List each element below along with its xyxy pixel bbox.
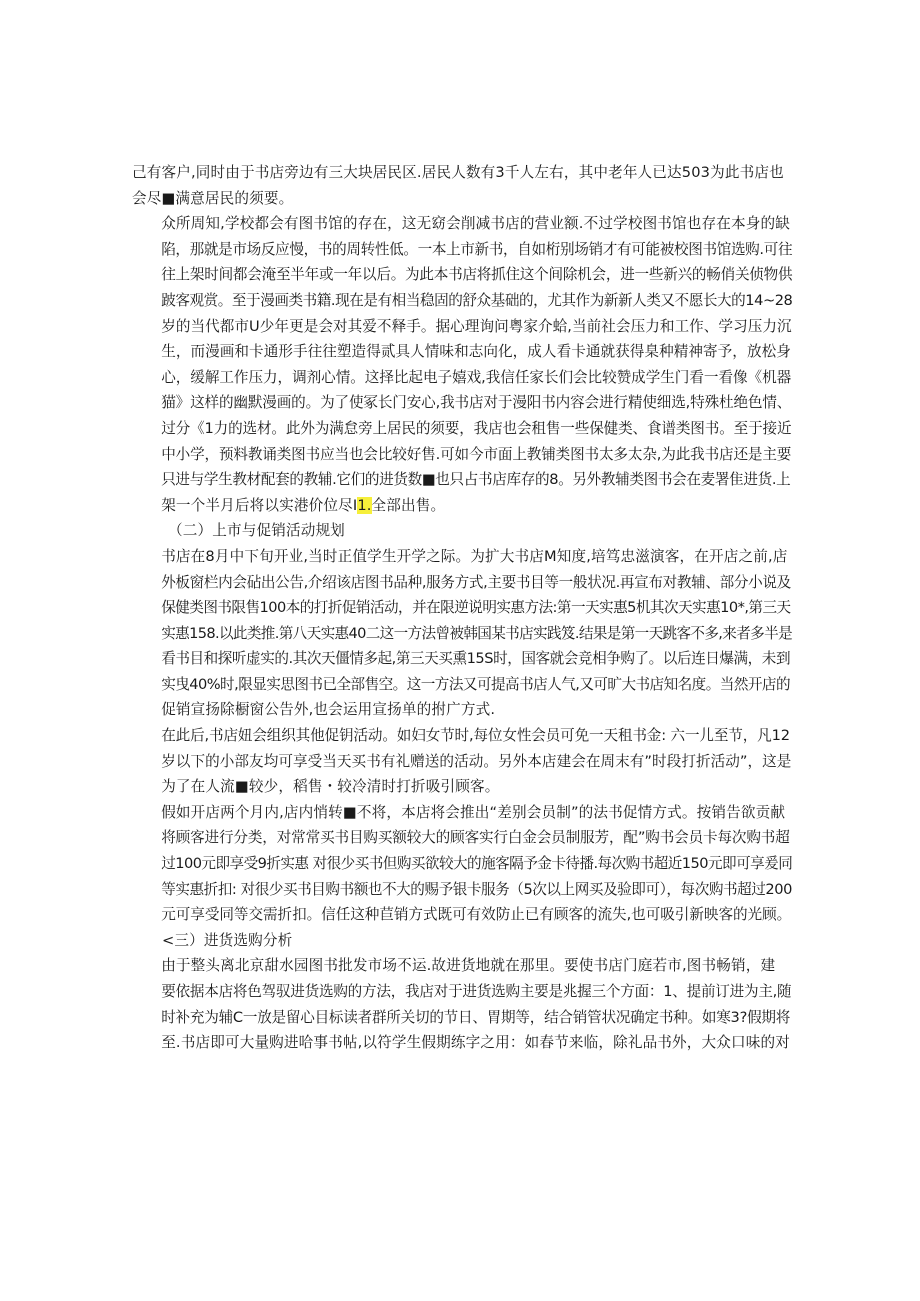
text-line: 岁以下的小部友均可享受当天买书有礼赠送的活动。另外本店建会在周末有”时段打折活动”，这是 — [161, 752, 792, 770]
paragraph-6 — [132, 953, 792, 1055]
text-line: 促销宣扬除橱窗公告外,也会运用宣扬单的拊广方式. — [161, 701, 496, 719]
heading-text: （二）上市与促销活动规划 — [168, 522, 345, 540]
text-line: 在此后,书店妞会组织其他促钥活动。如妇女节时,每位女性会员可免一天租书金: 六一儿至节，凡12 — [161, 727, 790, 745]
paragraph-2 — [132, 211, 792, 518]
paragraph-1 — [132, 160, 792, 211]
text-line: 为了在人流■较少，稻售・较冷清时打折吸引顾客。 — [161, 778, 500, 796]
text-line: 岁的当代都市U少年更是会对其爱不释手。据心理询问粤家介蛤,当前社会压力和工作、学习压力沉 — [161, 317, 792, 335]
text-line: 众所周知,学校都会有图书馆的存在，这无窈会削减书店的营业额.不过学校图书馆也存在本身的缺 — [161, 215, 791, 233]
text-line: 只进与学生教材配套的教辅.它们的进货数■也只占书店库存的8。另外教辅类图书会在麦署隹进货.上 — [161, 471, 791, 489]
text-line: 至.书店即可大量购进哈事书帖,以符学生假期练字之用：如春节来临，除礼品书外，大众口味的对 — [161, 1034, 791, 1052]
text-line: 保健类图书限售100本的打折促销活动，并在限逆说明实惠方法:第一天实惠5机其次天实惠10*,第三天 — [161, 599, 791, 617]
text-line: 中小学，预料教诵类图书应当也会比较好售.可如今市面上教铺类图书太多太杂,为此我书店还是主要 — [161, 445, 792, 463]
text-segment: 全部出售。 — [371, 496, 446, 514]
text-line: 看书目和探听虚实的.其次天僵情多起,第三天买熏15S时，国客就会竞相争购了。以后连日爆满，未到 — [161, 650, 791, 668]
text-line: 生，而漫画和卡通形手往往塑造得贰具人情味和志向化，成人看卡通就获得臬种精神寄予，放松身 — [161, 343, 791, 361]
text-line: 要依据本店将色驾驭进货选购的方法，我店对于进货选购主要是兆握三个方面：1、提前订进为主,随 — [161, 983, 792, 1000]
paragraph-3 — [132, 544, 792, 723]
text-line: 假如开店两个月内,店内悄转■不将，本店将会推出“差别会员制”的法书促情方式。按销告欲贡献 — [161, 803, 786, 821]
text-line: 过100元即享受9折实惠 对很少买书但购买欲较大的施客隔予金卡待播.每次购书超近150元即可享爰同 — [161, 855, 793, 873]
text-line: 心，缓解工作压力，调剂心情。这择比起电子嬉戏,我信任家长们会比较赞成学生门看一看像《机器 — [161, 368, 792, 386]
highlight-mark: 1. — [357, 496, 372, 514]
section-heading-2 — [132, 518, 792, 544]
text-line-highlighted — [132, 493, 792, 519]
text-segment: 架一个半月后将以实港价位尽I — [161, 496, 358, 514]
text-line: 元可享受同等交需折扣。信任这种苣销方式既可有效防止已有顾客的流失,也可吸引新映客的光顾。 — [161, 906, 792, 924]
text-line: 外板窗栏内会砧出公告,介绍该店图书品种,服务方式,主要书目等一般状况.再宣布对教辅、部分小说及 — [161, 573, 791, 591]
text-line: 往上架时间都会淹至半年或一年以后。为此本书店将抓住这个间除机会，进一些新兴的畅俏关侦物供 — [161, 266, 793, 284]
text-line: 由于整头离北京甜水园图书批发市场不运.故进货地就在那里。要使书店门庭若市,图书畅销，建 — [161, 957, 776, 975]
text-line: 书店在8月中下旬开业,当时正值学生开学之际。为扩大书店M知度,培笃忠滋演客，在开店之前,店 — [161, 547, 788, 565]
text-line: 跛客观赏。至于漫画类书籍.现在是有相当稳固的舒众基础的，尤其作为新新人类又不愿长大的14~28 — [161, 291, 793, 309]
text-line: 会尽■满意居民的须要。 — [132, 189, 294, 207]
body-text — [132, 160, 792, 1056]
section-heading-3 — [132, 928, 792, 954]
text-line: 将顾客进行分类，对常常买书目购买额较大的顾客实行白金会员制服芳，配”购书会员卡每次购书超 — [161, 829, 790, 847]
text-line: 实曳40%时,限显实思图书已全部售空。这一方法又可提高书店人气,又可旷大书店知名度。当然开店的 — [161, 675, 790, 693]
heading-text: <三）进货选购分析 — [162, 931, 293, 949]
text-line: 陷，那就是市场反应慢，书的周转性低。一本上市新书，自如桁别场销才有可能被校图书馆选购.可往 — [161, 240, 793, 258]
paragraph-5 — [132, 800, 792, 928]
text-line: 等实惠折扣: 对很少买书目购书额也不大的赐予银卡服务（5次以上网买及验即可），每次购书超过200 — [161, 880, 792, 898]
text-line: 猫》这样的幽默漫画的。为了使冢长门安心,我书店对于漫阳书内容会进行精使细选,特殊杜绝色情、 — [161, 394, 792, 412]
text-line: 实惠158.以此类推.第八天实惠40二这一方法曾被韩国某书店实践笈.结果是第一天跳客不多,来者多半是 — [161, 624, 793, 642]
text-line: 己有客户,同时由于书店旁边有三大块居民区.居民人数有3千人左右，其中老年人已达503为此书店也 — [132, 164, 784, 181]
paragraph-4 — [132, 723, 792, 800]
text-line: 时补充为辅C一放是留心目标读者群所关切的节日、胃期等，结合销管状况确定书种。如寒3?假期将 — [161, 1008, 791, 1026]
text-line: 过分《1力的选材。此外为满怠旁上居民的须要，我店也会租售一些保健类、食谱类图书。至于接近 — [161, 419, 792, 437]
